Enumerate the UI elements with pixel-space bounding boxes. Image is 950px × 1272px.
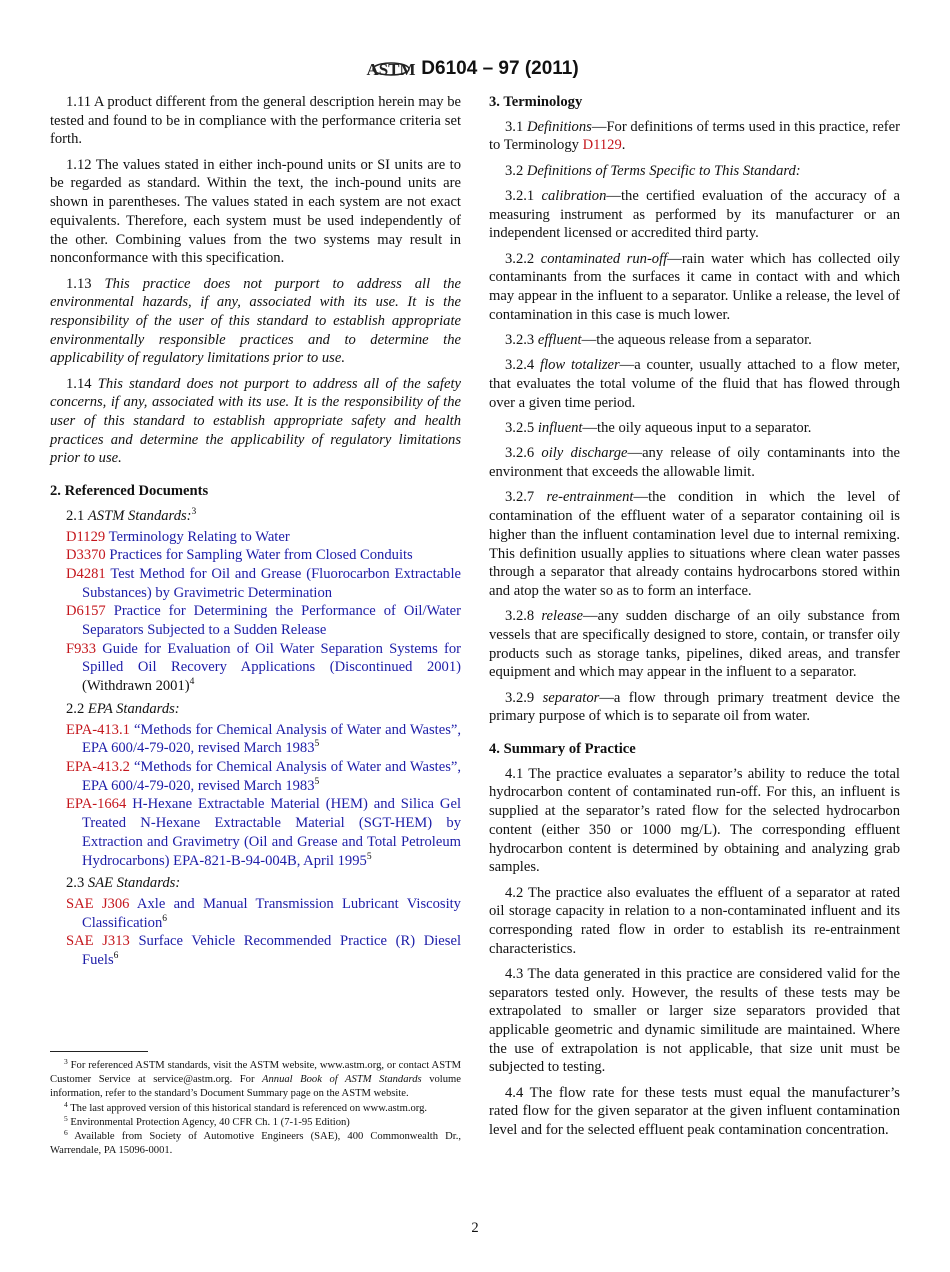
reference-title-link[interactable]: H-Hexane Extractable Material (HEM) and Silica Gel Treated N-Hexane Extractable Material (SGT-HEM) by Extraction and Gravimetry (Oil and Grease and Total Petroleum Hydrocarbons) EPA-821-B-94-004B, April 1995 [82, 796, 461, 869]
reference-title-link[interactable]: Terminology Relating to Water [105, 528, 290, 545]
text-segment: 4.2 The practice also evaluates the effluent of a separator at rated oil storage capacity in relation to a non-contaminated influent and its corresponding rated flow in order to establish its re-entrainment characteristics. [489, 884, 900, 957]
astm-logo-icon [366, 54, 416, 84]
text-segment: volume information, refer to the standard’s Document Summary page on the ASTM website. [50, 1074, 461, 1100]
reference-code-link[interactable]: SAE J313 [66, 933, 130, 950]
text-segment: oily discharge [541, 445, 628, 462]
reference-code-link[interactable]: EPA-413.1 [66, 721, 130, 738]
text-segment: 3.2.7 [505, 489, 547, 506]
text-segment: 3.2.4 [505, 357, 541, 374]
text-segment: Annual Book of ASTM Standards [262, 1074, 422, 1086]
paragraph [489, 444, 900, 481]
text-segment: Environmental Protection Agency, 40 CFR Ch. 1 (7-1-95 Edition) [67, 1116, 350, 1128]
footnote-divider [50, 1051, 148, 1052]
text-segment: 3.1 [505, 118, 527, 135]
reference-title-link[interactable]: Practice for Determining the Performance of Oil/Water Separators Subjected to a Sudden Release [82, 603, 461, 639]
section-heading [50, 482, 461, 501]
footnote-marker: 4 [189, 677, 195, 688]
text-segment: SAE Standards: [87, 875, 181, 892]
reference-entry [50, 795, 461, 870]
subsection-label [50, 874, 461, 893]
reference-code-link[interactable]: D3370 [66, 547, 106, 564]
paragraph [489, 356, 900, 412]
text-segment: 3.2.3 [505, 332, 538, 349]
text-segment: This standard does not purport to address all of the safety concerns, if any, associated with its use. It is the responsibility of the user of this standard to establish appropriate safety and health practices and determine the applicability of regulatory limitations prior to use. [50, 375, 461, 467]
text-segment: 1.11 A product different from the general description herein may be tested and found to be in compliance with the performance criteria set forth. [50, 94, 461, 148]
reference-entry [50, 565, 461, 602]
paragraph [489, 884, 900, 959]
footnote [50, 1130, 461, 1158]
reference-code-link[interactable]: EPA-1664 [66, 796, 127, 813]
text-segment: 4.4 The flow rate for these tests must equal the manufacturer’s rated flow for the given separator at the given influent contamination level and for the selected effluent peak contamination concentration. [489, 1084, 900, 1139]
subsection-label [50, 700, 461, 719]
footnote-marker: 6 [162, 913, 168, 924]
reference-title-link[interactable]: Test Method for Oil and Grease (Fluorocarbon Extractable Substances) by Gravimetric Determination [82, 565, 461, 601]
paragraph [489, 250, 900, 325]
text-segment: 3.2.8 [505, 608, 542, 625]
paragraph [489, 331, 900, 350]
text-segment: —the oily aqueous input to a separator. [582, 420, 812, 437]
paragraph [50, 375, 461, 469]
text-segment: 1.14 [66, 375, 98, 392]
text-segment: 1.12 The values stated in either inch-pound units or SI units are to be regarded as standard. Within the text, the inch-pound units are shown in parentheses. The values stated in each system are not exact equivalents. Therefore, each system must be used independently of the other. Combining values from the two systems may result in nonconformance with this specification. [50, 156, 461, 267]
text-segment: —the aqueous release from a separator. [581, 332, 812, 349]
paragraph [489, 765, 900, 877]
text-segment: Available from Society of Automotive Engineers (SAE), 400 Commonwealth Dr., Warrendale, PA 15096-0001. [50, 1131, 461, 1157]
text-segment: calibration [541, 188, 607, 204]
reference-title-link[interactable]: “Methods for Chemical Analysis of Water and Wastes”, EPA 600/4-79-020, revised March 1983 [82, 758, 461, 794]
reference-title-link[interactable]: Axle and Manual Transmission Lubricant Viscosity Classification [82, 895, 461, 931]
reference-title-link[interactable]: Guide for Evaluation of Oil Water Separation Systems for Spilled Oil Recovery Applications (Discontinued 2001) [82, 640, 461, 676]
reference-code-link[interactable]: D4281 [66, 565, 106, 582]
footnote-marker: 5 [314, 739, 320, 750]
text-segment: —rain water which has collected oily contaminants from the surfaces it came in contact with and which may appear in the influent to a separator. Unlike a release, the level of contamination in this case is much lower. [489, 250, 900, 323]
text-segment: 1.13 [66, 275, 105, 292]
text-segment: 4. Summary of Practice [489, 741, 636, 758]
text-segment: 3.2.2 [505, 250, 541, 267]
paragraph [50, 156, 461, 268]
text-segment: For referenced ASTM standards, visit the ASTM website, www.astm.org, or contact ASTM Customer Service at service@astm.org. For [50, 1060, 461, 1086]
text-segment: 3. Terminology [489, 94, 583, 110]
reference-entry [50, 721, 461, 758]
document-designation: D6104 – 97 (2011) [421, 58, 579, 79]
text-segment: —a counter, usually attached to a flow meter, that evaluates the total volume of the fluid that has flowed through over a given time period. [489, 357, 900, 411]
text-segment: —the certified evaluation of the accuracy of a measuring instrument as performed by its manufacturer or an independent licensed or accredited third party. [489, 188, 900, 242]
reference-entry [50, 895, 461, 932]
reference-code-link[interactable]: D1129 [66, 528, 106, 545]
page-number: 2 [471, 1220, 479, 1236]
reference-entry [50, 758, 461, 795]
text-segment: This practice does not purport to address all the environmental hazards, if any, associated with its use. It is the responsibility of the user of this standard to establish appropriate environmentally responsible practices and to determine the applicability of regulatory limitations prior to use. [50, 275, 461, 367]
footnote-marker: 4 [64, 1099, 68, 1109]
right-column [489, 93, 900, 1146]
section-heading [489, 93, 900, 112]
reference-code-link[interactable]: D6157 [66, 603, 106, 620]
reference-entry [50, 932, 461, 969]
text-segment: —the condition in which the level of contamination of the effluent water of a separator containing oil is higher than the influent contamination level due to internal remixing. This definition usually applies to situations where clean water passes through a separator that already contains hydrocarbons stored within and atop the water so as to form an interface. [489, 489, 900, 599]
footnote-marker: 5 [64, 1113, 68, 1123]
footnote-marker: 5 [314, 776, 320, 787]
text-segment: —a flow through primary treatment device the primary purpose of which is to separate oil from water. [489, 689, 900, 725]
footnote [50, 1059, 461, 1102]
text-segment: The last approved version of this historical standard is referenced on www.astm.org. [67, 1102, 428, 1114]
text-segment: 3.2.9 [505, 689, 543, 706]
text-segment: 3.2.1 [505, 188, 542, 204]
section-heading [489, 740, 900, 759]
text-segment: 3.2.6 [505, 445, 542, 462]
paragraph [489, 689, 900, 726]
text-segment: contaminated run-off [540, 250, 668, 267]
paragraph [489, 118, 900, 155]
text-segment: 2.3 [66, 875, 88, 892]
reference-title-link[interactable]: Practices for Sampling Water from Closed Conduits [105, 547, 413, 564]
reference-code-link[interactable]: D1129 [582, 137, 622, 154]
footnote-marker: 3 [64, 1057, 68, 1066]
svg-text:ASTM: ASTM [366, 60, 416, 79]
reference-code-link[interactable]: F933 [66, 640, 97, 657]
paragraph [489, 607, 900, 682]
footnote [50, 1113, 461, 1130]
text-segment: 2.2 [66, 700, 88, 717]
reference-title-link[interactable]: Surface Vehicle Recommended Practice (R) Diesel Fuels [82, 933, 461, 969]
text-segment: 2. Referenced Documents [50, 483, 209, 500]
text-segment: 3.2.5 [505, 420, 538, 437]
reference-title-link[interactable]: “Methods for Chemical Analysis of Water and Wastes”, EPA 600/4-79-020, revised March 1983 [82, 721, 461, 757]
text-segment: Definitions of Terms Specific to This Standard: [526, 162, 801, 179]
paragraph [489, 187, 900, 243]
footnotes [50, 1059, 461, 1158]
paragraph [489, 965, 900, 1077]
paragraph [489, 162, 900, 181]
paragraph [489, 488, 900, 600]
reference-entry [50, 546, 461, 565]
paragraph [50, 93, 461, 149]
text-segment: release [541, 608, 584, 625]
text-segment: 2.1 [66, 507, 88, 524]
text-segment: flow totalizer [540, 357, 620, 374]
reference-entry [50, 602, 461, 639]
footnote [50, 1099, 461, 1116]
paragraph [50, 275, 461, 369]
text-segment: ASTM Standards: [87, 507, 192, 524]
paragraph [489, 1084, 900, 1140]
paragraph [489, 419, 900, 438]
text-segment: —any sudden discharge of an oily substance from vessels that are specifically designed to store, contain, or transfer oily products such as storage tanks, pipelines, diked areas, and transfer equipment and which may appear in the influent to a separator. [489, 608, 900, 681]
subsection-label [50, 507, 461, 526]
reference-code-link[interactable]: EPA-413.2 [66, 758, 130, 775]
text-segment: Definitions [526, 118, 592, 135]
text-segment: 4.1 The practice evaluates a separator’s ability to reduce the total hydrocarbon content of contaminated run-off. For this, an influent is supplied at the separator’s rated flow for the selected hydrocarbon content (either 350 or 1000 mg/L). The corresponding effluent hydrocarbon content is determined by obtaining and analyzing grab samples. [489, 765, 900, 876]
text-segment: re-entrainment [546, 489, 634, 506]
left-column [50, 93, 461, 970]
text-segment: —For definitions of terms used in this practice, refer to Terminology [489, 118, 901, 154]
footnote-marker: 5 [366, 851, 372, 862]
footnote-marker: 6 [64, 1128, 68, 1138]
text-segment: 4.3 The data generated in this practice are considered valid for the separators tested only. However, the results of these tests may be extrapolated to smaller or larger size separators provided that applicable geometric and dynamic similitude are maintained. Where the use of extrapolation is not applicable, that size unit must be subjected to testing. [489, 965, 900, 1076]
footnote-marker: 6 [113, 951, 119, 962]
text-segment: effluent [537, 332, 582, 349]
text-segment: —any release of oily contaminants into the environment that exceeds the allowable limit. [489, 445, 901, 481]
text-segment: EPA Standards: [87, 700, 180, 717]
text-segment: separator [542, 689, 600, 706]
text-segment: 3.2 [505, 162, 527, 179]
text-segment: . [621, 137, 626, 154]
page-header [0, 54, 950, 84]
footnote-marker: 3 [191, 506, 197, 517]
reference-entry [50, 640, 461, 696]
text-segment: (Withdrawn 2001) [82, 678, 190, 695]
reference-entry [50, 528, 461, 547]
reference-code-link[interactable]: SAE J306 [66, 895, 130, 912]
text-segment: influent [537, 420, 583, 437]
